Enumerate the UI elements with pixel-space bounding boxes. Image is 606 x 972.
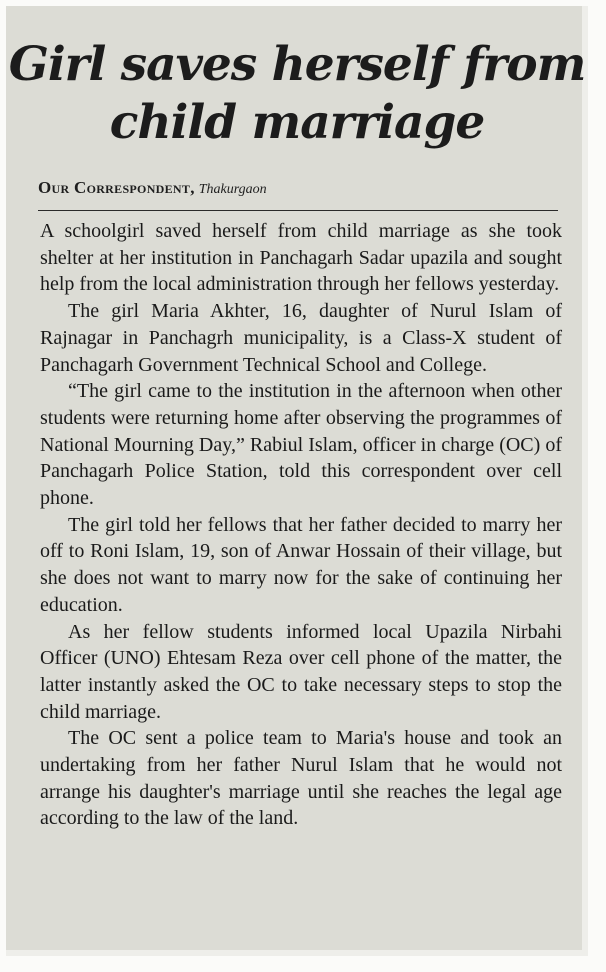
paragraph: “The girl came to the institution in the afternoon when other students were returning home after observing the programmes of National Mourning Day,” Rabiul Islam, officer in charge (OC) of Panchagarh Police Station, told this correspondent over cell phone. — [40, 380, 562, 510]
paragraph: A schoolgirl saved herself from child marriage as she took shelter at her institution in Panchagarh Sadar upazila and sought help from the local administration through her fellows yesterday. — [40, 220, 562, 296]
byline-author: Our Correspondent, — [38, 178, 195, 197]
byline — [38, 178, 267, 198]
paragraph: The girl Maria Akhter, 16, daughter of Nurul Islam of Rajnagar in Panchagrh municipality, is a Class-X student of Panchagarh Government Technical School and College. — [40, 300, 562, 376]
newspaper-clipping — [6, 6, 588, 956]
byline-divider — [38, 210, 558, 211]
headline: Girl saves herself from child marriage — [8, 37, 586, 150]
paragraph: The girl told her fellows that her father decided to marry her off to Roni Islam, 19, son of Anwar Hossain of their village, but she does not want to marry now for the sake of continuing her education. — [40, 513, 562, 616]
paragraph: As her fellow students informed local Upazila Nirbahi Officer (UNO) Ehtesam Reza over cell phone of the matter, the latter instantly asked the OC to take necessary steps to stop the child marriage. — [40, 620, 562, 723]
byline-location: Thakurgaon — [198, 182, 267, 197]
article-body — [40, 218, 562, 832]
paragraph: The OC sent a police team to Maria's house and took an undertaking from her father Nurul Islam that he would not arrange his daughter's marriage until she reaches the legal age according to the law of the land. — [40, 727, 562, 830]
